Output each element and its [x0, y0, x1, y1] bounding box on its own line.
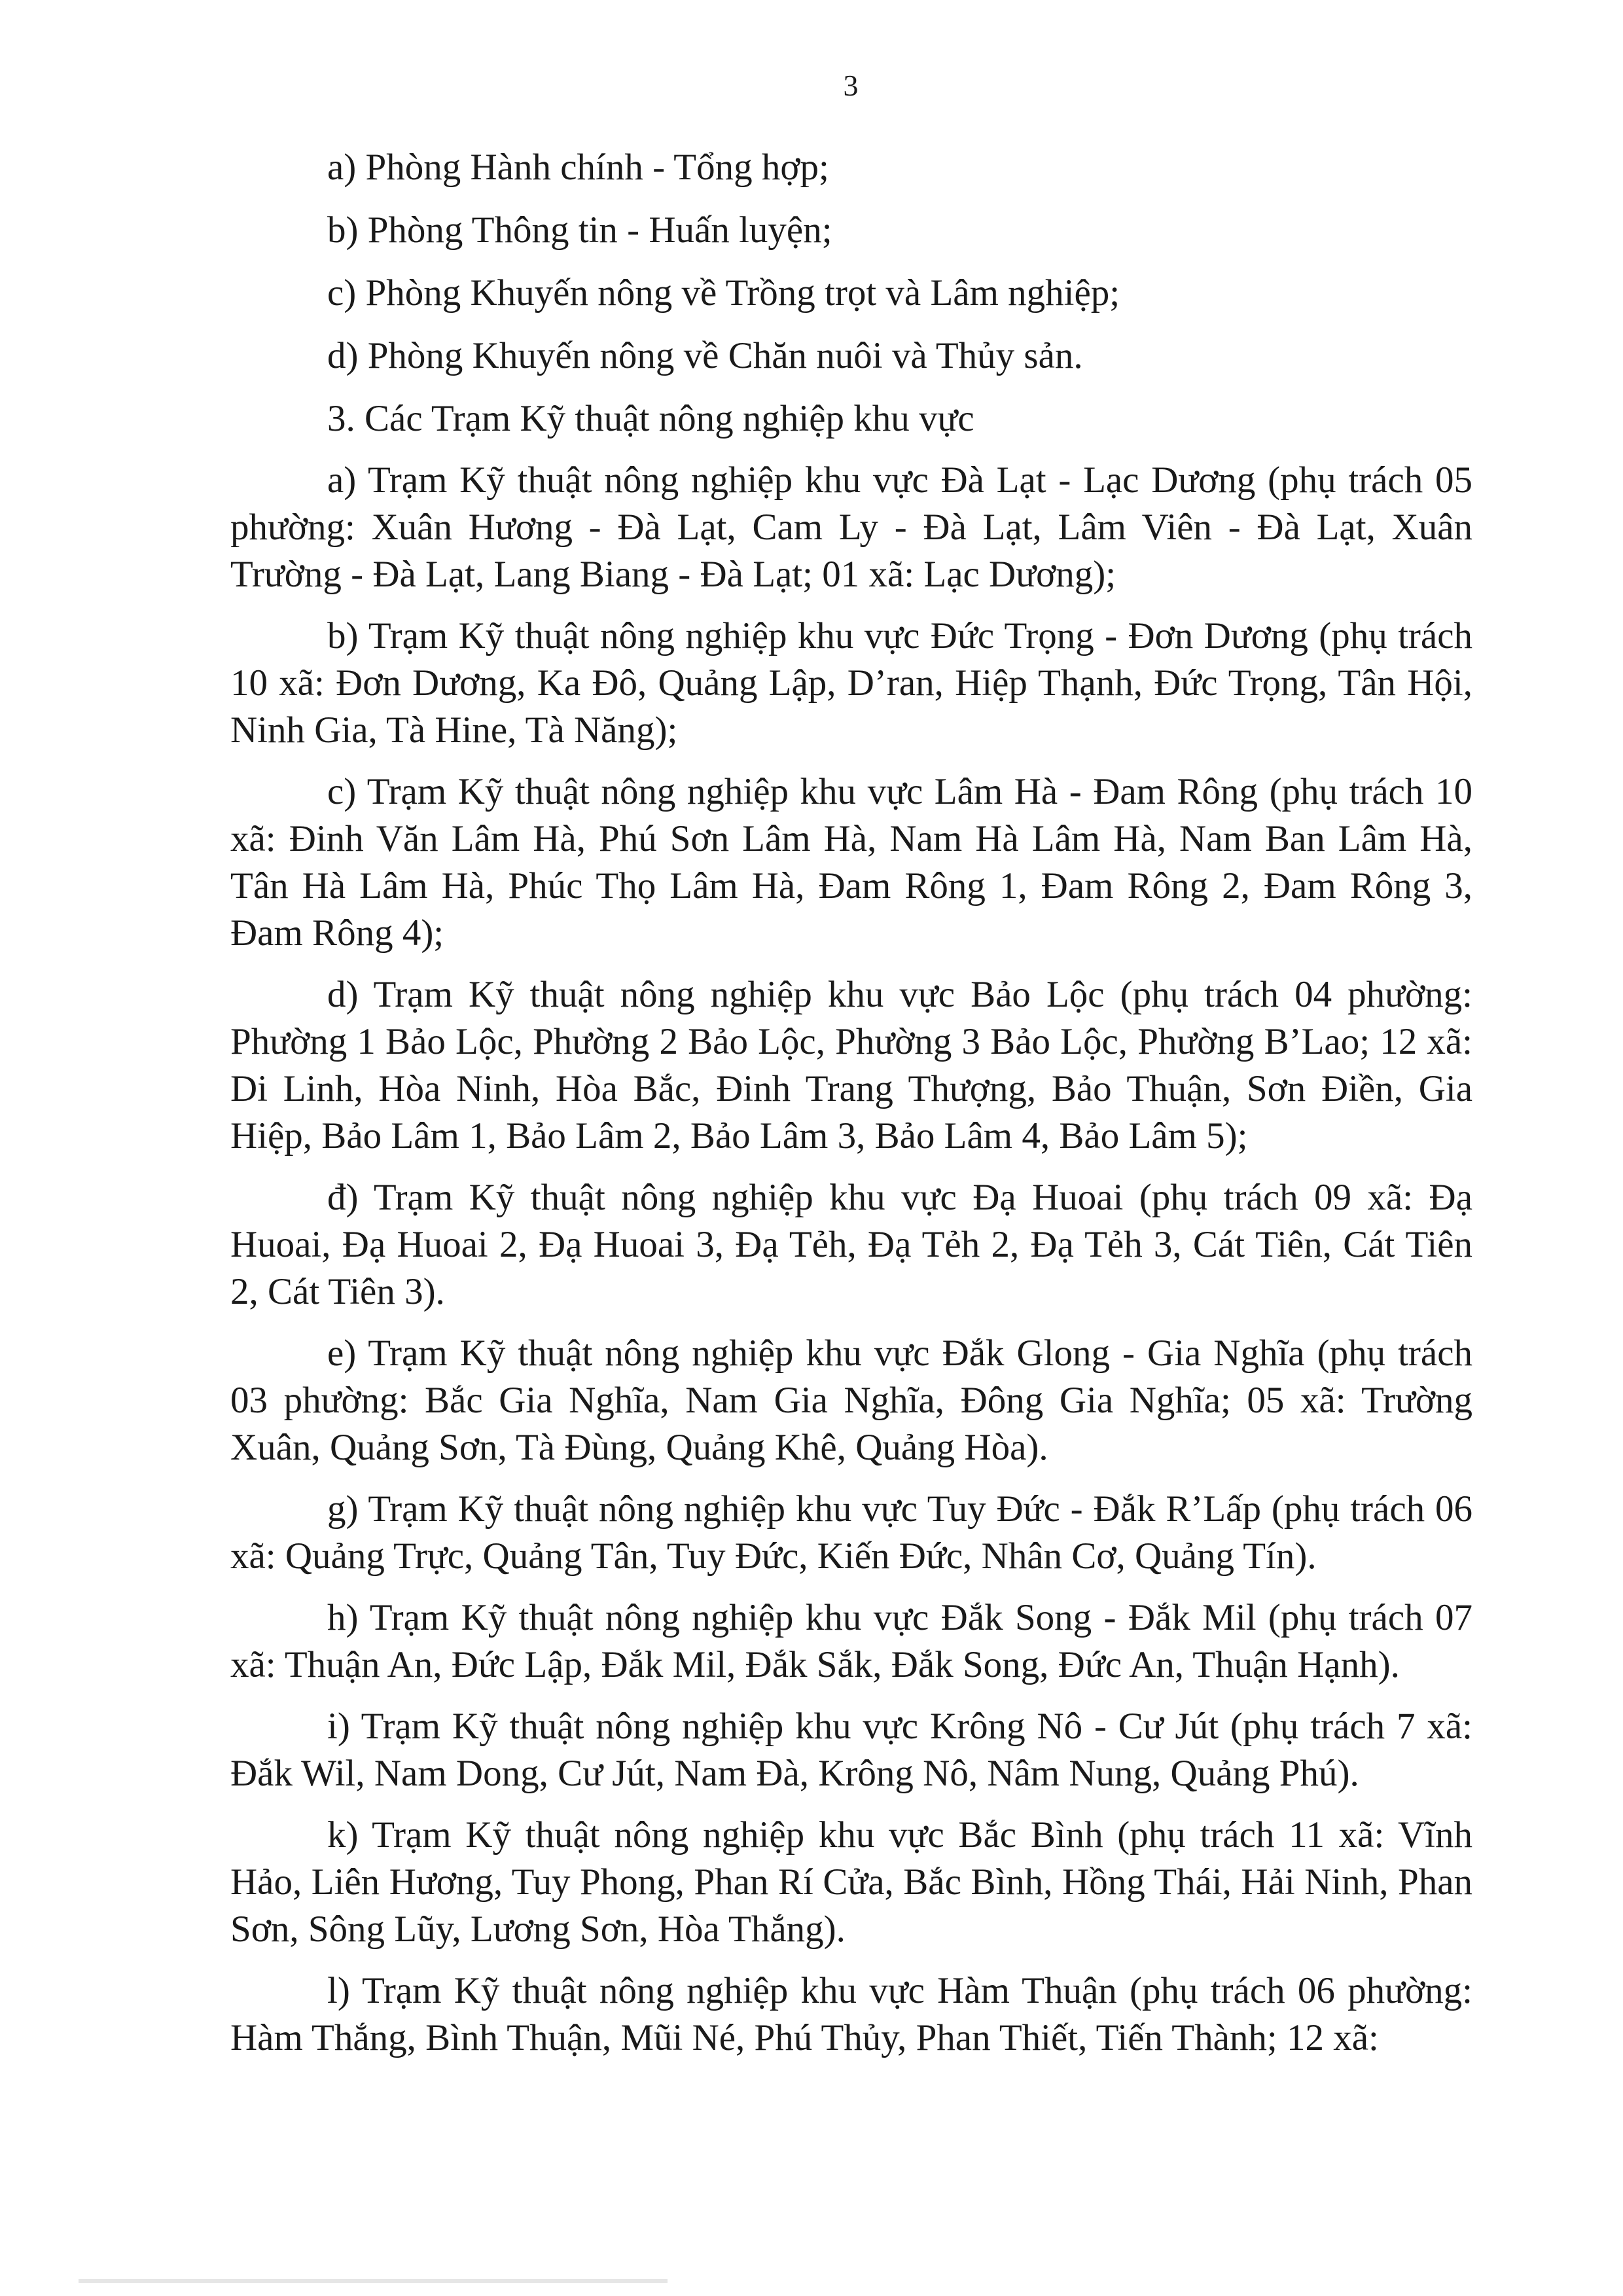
station-c-lam-ha: c) Trạm Kỹ thuật nông nghiệp khu vực Lâm Hà - Đam Rông (phụ trách 10 xã: Đinh Văn Lâm Hà, Phú Sơn Lâm Hà, Nam Hà Lâm Hà, Nam Ban Lâm Hà, Tân Hà Lâm Hà, Phúc Thọ Lâm Hà, Đam Rông 1, Đam Rông 2, Đam Rông 3, Đam Rông 4);: [230, 771, 1472, 954]
item-b-info-training-office: b) Phòng Thông tin - Huấn luyện;: [327, 209, 832, 251]
item-d-livestock-fishery-office: d) Phòng Khuyến nông về Chăn nuôi và Thủy sản.: [327, 335, 1083, 376]
station-dd-da-huoai: đ) Trạm Kỹ thuật nông nghiệp khu vực Đạ Huoai (phụ trách 09 xã: Đạ Huoai, Đạ Huoai 2, Đạ Huoai 3, Đạ Tẻh, Đạ Tẻh 2, Đạ Tẻh 3, Cát Tiên, Cát Tiên 2, Cát Tiên 3).: [230, 1177, 1472, 1312]
station-l-ham-thuan: l) Trạm Kỹ thuật nông nghiệp khu vực Hàm Thuận (phụ trách 06 phường: Hàm Thắng, Bình Thuận, Mũi Né, Phú Thủy, Phan Thiết, Tiến Thành; 12 xã:: [230, 1970, 1472, 2058]
station-g-tuy-duc: g) Trạm Kỹ thuật nông nghiệp khu vực Tuy Đức - Đắk R’Lấp (phụ trách 06 xã: Quảng Trực, Quảng Tân, Tuy Đức, Kiến Đức, Nhân Cơ, Quảng Tín).: [230, 1488, 1472, 1577]
station-i-krong-no: i) Trạm Kỹ thuật nông nghiệp khu vực Krông Nô - Cư Jút (phụ trách 7 xã: Đắk Wil, Nam Dong, Cư Jút, Nam Đà, Krông Nô, Nâm Nung, Quảng Phú).: [230, 1706, 1472, 1794]
station-k-bac-binh: k) Trạm Kỹ thuật nông nghiệp khu vực Bắc Bình (phụ trách 11 xã: Vĩnh Hảo, Liên Hương, Tuy Phong, Phan Rí Cửa, Bắc Bình, Hồng Thái, Hải Ninh, Phan Sơn, Sông Lũy, Lương Sơn, Hòa Thắng).: [230, 1814, 1472, 1950]
scan-edge-mark: [79, 2279, 668, 2283]
item-c-crop-forestry-office: c) Phòng Khuyến nông về Trồng trọt và Lâm nghiệp;: [327, 272, 1120, 314]
section-3-heading: 3. Các Trạm Kỹ thuật nông nghiệp khu vực: [327, 398, 974, 439]
document-body: [230, 144, 1472, 2076]
station-h-dak-song: h) Trạm Kỹ thuật nông nghiệp khu vực Đắk Song - Đắk Mil (phụ trách 07 xã: Thuận An, Đức Lập, Đắk Mil, Đắk Sắk, Đắk Song, Đức An, Thuận Hạnh).: [230, 1597, 1472, 1685]
station-b-duc-trong: b) Trạm Kỹ thuật nông nghiệp khu vực Đức Trọng - Đơn Dương (phụ trách 10 xã: Đơn Dương, Ka Đô, Quảng Lập, D’ran, Hiệp Thạnh, Đức Trọng, Tân Hội, Ninh Gia, Tà Hine, Tà Năng);: [230, 615, 1472, 751]
station-a-da-lat: a) Trạm Kỹ thuật nông nghiệp khu vực Đà Lạt - Lạc Dương (phụ trách 05 phường: Xuân Hương - Đà Lạt, Cam Ly - Đà Lạt, Lâm Viên - Đà Lạt, Xuân Trường - Đà Lạt, Lang Biang - Đà Lạt; 01 xã: Lạc Dương);: [230, 459, 1472, 595]
item-a-admin-office: a) Phòng Hành chính - Tổng hợp;: [327, 147, 829, 188]
station-e-dak-glong: e) Trạm Kỹ thuật nông nghiệp khu vực Đắk Glong - Gia Nghĩa (phụ trách 03 phường: Bắc Gia Nghĩa, Nam Gia Nghĩa, Đông Gia Nghĩa; 05 xã: Trường Xuân, Quảng Sơn, Tà Đùng, Quảng Khê, Quảng Hòa).: [230, 1333, 1472, 1468]
page-number: 3: [843, 69, 859, 102]
station-d-bao-loc: d) Trạm Kỹ thuật nông nghiệp khu vực Bảo Lộc (phụ trách 04 phường: Phường 1 Bảo Lộc, Phường 2 Bảo Lộc, Phường 3 Bảo Lộc, Phường B’Lao; 12 xã: Di Linh, Hòa Ninh, Hòa Bắc, Đinh Trang Thượng, Bảo Thuận, Sơn Điền, Gia Hiệp, Bảo Lâm 1, Bảo Lâm 2, Bảo Lâm 3, Bảo Lâm 4, Bảo Lâm 5);: [230, 974, 1472, 1157]
